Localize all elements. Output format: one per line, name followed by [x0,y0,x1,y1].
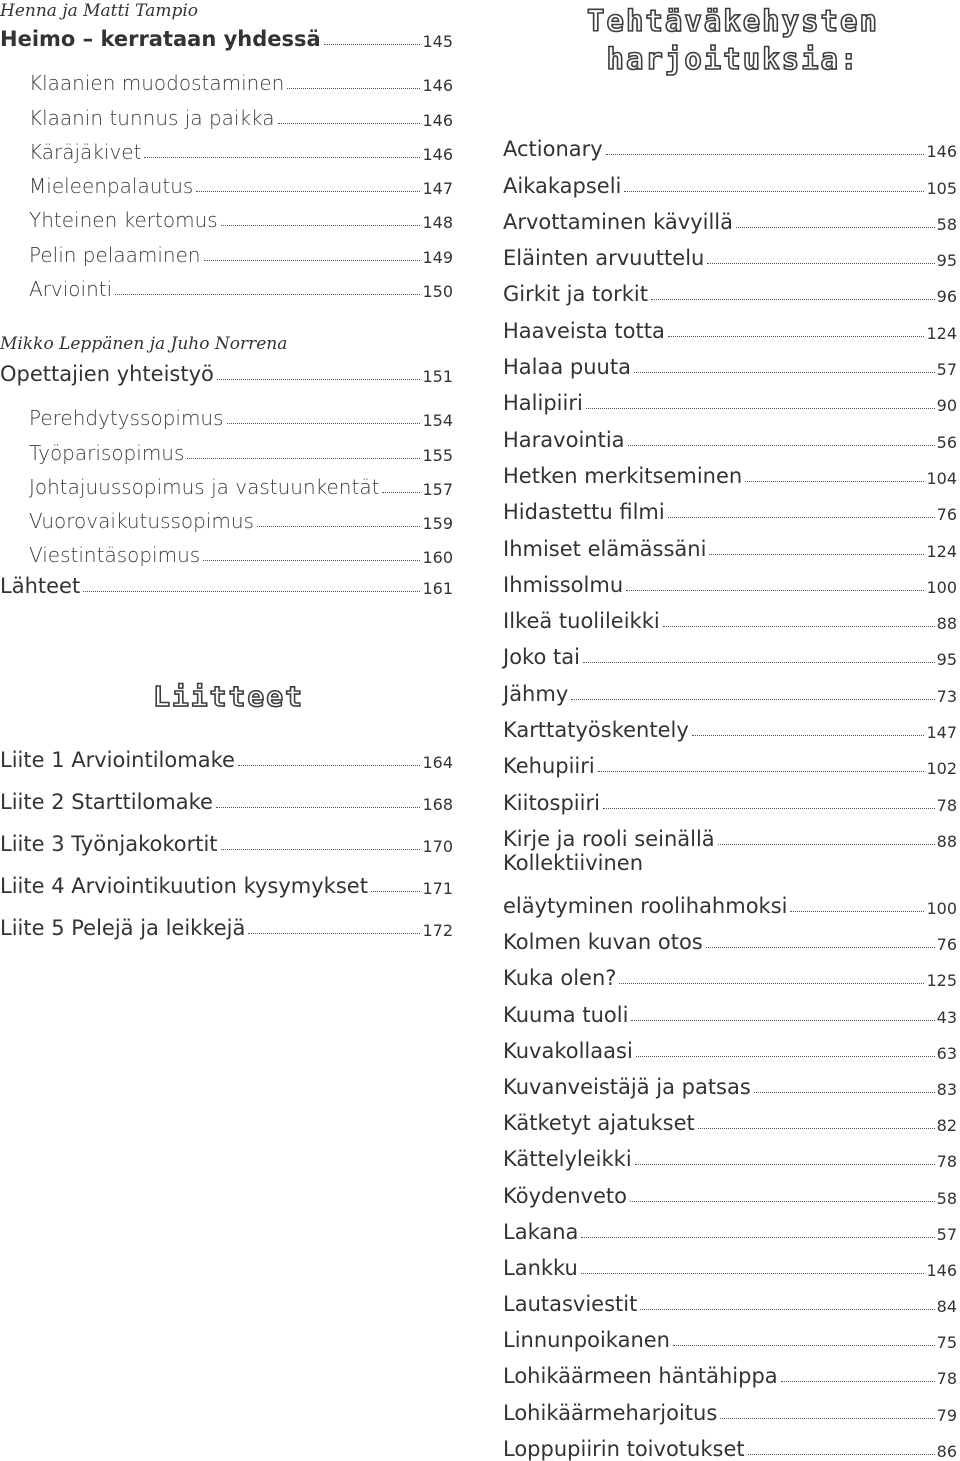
exercise-label: Lakana [503,1219,579,1244]
leader-dots [781,1381,935,1382]
toc-entry[interactable] [0,267,453,301]
exercise-label: Halipiiri [503,391,583,416]
exercise-label: Jähmy [503,681,569,706]
toc-entry-label: Pelin pelaaminen [29,242,201,267]
toc-entry-label: Viestintäsopimus [29,543,201,568]
exercises-list-1 [503,125,957,851]
toc-entry-label: Opettajien yhteistyö [0,362,214,386]
author-line: Henna ja Matti Tampio [0,1,199,21]
exercise-entry[interactable] [503,1208,957,1244]
toc-entry-label: Yhteinen kertomus [29,208,218,233]
leader-dots [581,1237,934,1238]
leader-dots [748,1454,935,1455]
leader-dots [718,844,935,845]
exercise-page-number: 43 [936,1007,957,1027]
leader-dots [196,191,420,192]
toc-page-number: 151 [422,367,453,386]
leader-dots [586,408,935,409]
exercise-page-number: 100 [926,577,957,597]
exercise-page-number: 147 [926,723,957,743]
exercise-page-number: 58 [936,214,957,234]
toc-entry[interactable] [0,164,453,198]
leader-dots [581,1273,925,1274]
exercise-label: Aikakapseli [503,173,622,198]
toc-entry-opettajien-yhteistyo[interactable] [0,362,453,386]
exercise-page-number: 96 [936,287,957,307]
toc-entry[interactable] [0,396,453,430]
exercise-entry[interactable] [503,778,957,814]
exercise-page-number: 95 [936,251,957,271]
leader-dots [754,1092,935,1093]
leader-dots [673,1345,935,1346]
exercise-label: Kehupiiri [503,754,595,779]
exercise-label: Ilkeä tuolileikki [503,609,660,634]
exercise-entry[interactable] [503,597,957,633]
toc-entry-liite[interactable] [0,898,453,940]
exercise-page-number: 88 [936,831,957,851]
leader-dots [709,554,924,555]
leader-dots [287,88,420,89]
exercise-label: Loppupiirin toivotukset [503,1436,745,1461]
exercise-entry[interactable] [503,1244,957,1280]
exercise-label: Eläinten arvuuttelu [503,246,705,271]
exercise-label: Kolmen kuvan otos [503,930,703,955]
exercises-heading [503,2,960,78]
exercise-label: Ihmiset elämässäni [503,536,707,561]
leader-dots [216,807,421,808]
exercise-label: Kättelyleikki [503,1147,632,1172]
toc-page-number: 146 [422,76,453,96]
exercise-label: Hidastettu filmi [503,500,665,525]
exercise-label: Linnunpoikanen [503,1328,670,1353]
toc-entry-label: Perehdytyssopimus [29,406,224,431]
toc-page-number: 161 [422,579,453,598]
leader-dots [248,933,420,934]
exercise-entry[interactable] [503,815,957,851]
exercise-label: Kätketyt ajatukset [503,1111,695,1136]
toc-entry-lahteet[interactable] [0,574,453,598]
leader-dots [606,154,925,155]
leader-dots [634,372,935,373]
exercise-page-number: 57 [936,1224,957,1244]
leader-dots [83,591,420,592]
toc-entry-label: Liite 4 Arviointikuution kysymykset [0,874,368,898]
exercise-entry[interactable] [503,1171,957,1207]
leader-dots [221,849,421,850]
leader-dots [628,445,935,446]
exercise-entry[interactable] [503,125,957,161]
leader-dots [187,458,420,459]
toc-page-number: 170 [422,837,453,856]
toc-page-number: 147 [422,179,453,199]
exercise-page-number: 79 [936,1405,957,1425]
exercise-label: Haravointia [503,427,625,452]
toc-page-number: 160 [422,548,453,568]
exercise-entry[interactable] [503,1425,957,1461]
exercise-page-number: 104 [926,468,957,488]
leader-dots [238,765,421,766]
exercise-label: Kiitospiiri [503,790,600,815]
exercise-page-number: 63 [936,1043,957,1063]
toc-entry-liite[interactable] [0,730,453,772]
exercise-label: Haaveista totta [503,318,665,343]
exercise-entry[interactable] [503,1280,957,1316]
toc-page-number: 145 [422,32,453,51]
exercise-page-number: 100 [926,899,957,918]
exercise-entry[interactable] [503,561,957,597]
toc-entry-liite[interactable] [0,856,453,898]
leader-dots [257,526,420,527]
leader-dots [692,735,925,736]
toc-entry-label: Klaanin tunnus ja paikka [29,105,275,130]
leader-dots [619,983,924,984]
leader-dots [204,260,421,261]
exercise-entry-kollektiivinen[interactable] [503,851,957,918]
exercise-label: Joko tai [503,645,580,670]
toc-entry[interactable] [0,232,453,266]
exercise-entry[interactable] [503,379,957,415]
exercise-label: Kirje ja rooli seinällä [503,826,715,851]
leader-dots [598,771,925,772]
toc-entry-liite[interactable] [0,814,453,856]
leader-dots [640,1309,934,1310]
leader-dots [736,227,935,228]
leader-dots [571,699,934,700]
toc-page-number: 168 [422,795,453,814]
exercise-entry[interactable] [503,742,957,778]
leader-dots [624,191,924,192]
toc-page-number: 157 [422,479,453,499]
toc-entry[interactable] [0,533,453,567]
toc-page-number: 171 [422,879,453,898]
exercise-entry[interactable] [503,161,957,197]
exercise-label: Kuvakollaasi [503,1038,633,1063]
exercise-label: Actionary [503,137,603,162]
exercise-label: Lankku [503,1255,578,1280]
leader-dots [635,1164,935,1165]
leader-dots [371,891,421,892]
exercise-page-number: 57 [936,360,957,380]
toc-entry-heimo[interactable] [0,27,453,51]
exercise-label: eläytyminen roolihahmoksi [503,894,788,918]
toc-page-number: 148 [422,213,453,233]
exercise-label: Lohikäärmeharjoitus [503,1400,718,1425]
toc-page-number: 159 [422,514,453,534]
exercise-label: Kuka olen? [503,966,617,991]
leader-dots [324,44,421,45]
toc-entry-label: Liite 1 Arviointilomake [0,748,235,772]
exercise-entry[interactable] [503,343,957,379]
exercises-list-2 [503,918,957,1461]
leader-dots [663,626,935,627]
liitteet-heading: Liitteet [153,680,304,713]
exercise-entry[interactable] [503,1316,957,1352]
leader-dots [745,481,924,482]
leader-dots [227,423,421,424]
exercise-page-number: 73 [936,686,957,706]
exercises-heading-line2: harjoituksia: [606,42,860,76]
toc-page-number: 150 [422,282,453,302]
exercise-label: Ihmissolmu [503,572,624,597]
toc-entry-label: Johtajuussopimus ja vastuunkentät [29,474,380,499]
leader-dots [636,1056,935,1057]
exercise-entry[interactable] [503,954,957,990]
exercise-entry[interactable] [503,633,957,669]
toc-entry-label: Klaanien muodostaminen [29,71,285,96]
toc-page-number: 146 [422,110,453,130]
exercise-page-number: 78 [936,1369,957,1389]
exercise-entry[interactable] [503,452,957,488]
exercise-page-number: 82 [936,1116,957,1136]
exercise-entry[interactable] [503,488,957,524]
toc-page-number: 146 [422,144,453,164]
exercise-entry[interactable] [503,1027,957,1063]
toc-entry-label: Työparisopimus [29,440,185,465]
exercise-page-number: 124 [926,541,957,561]
toc-entry-label: Lähteet [0,574,81,598]
toc-page-number: 154 [422,411,453,431]
leader-dots [720,1418,934,1419]
toc-page-number: 172 [422,921,453,940]
exercise-label: Karttatyöskentely [503,718,689,743]
toc-entry-label: Liite 3 Työnjakokortit [0,832,218,856]
toc-entry-label: Liite 2 Starttilomake [0,790,213,814]
leader-dots [221,225,421,226]
exercise-entry[interactable] [503,918,957,954]
exercise-page-number: 76 [936,505,957,525]
leader-dots [631,1020,934,1021]
leader-dots [217,379,421,380]
toc-entry[interactable] [0,130,453,164]
toc-entry-label: Käräjäkivet [29,139,142,164]
exercise-entry[interactable] [503,415,957,451]
exercise-entry[interactable] [503,669,957,705]
exercise-entry[interactable] [503,234,957,270]
leader-dots [603,808,935,809]
exercise-page-number: 83 [936,1079,957,1099]
exercise-page-number: 78 [936,1152,957,1172]
exercise-label: Lautasviestit [503,1292,638,1317]
exercise-label: Halaa puuta [503,355,631,380]
exercise-page-number: 56 [936,432,957,452]
exercise-page-number: 95 [936,650,957,670]
exercise-label: Girkit ja torkit [503,282,648,307]
exercise-page-number: 125 [926,971,957,991]
section2-list [0,396,453,567]
toc-page-number: 155 [422,445,453,465]
leader-dots [144,157,420,158]
exercise-page-number: 146 [926,1260,957,1280]
exercise-page-number: 88 [936,614,957,634]
toc-entry[interactable] [0,430,453,464]
exercise-page-number: 76 [936,935,957,955]
exercise-label-line1: Kollektiivinen [503,851,644,875]
exercise-entry[interactable] [503,306,957,342]
author-line: Mikko Leppänen ja Juho Norrena [0,334,288,354]
exercise-page-number: 78 [936,795,957,815]
exercise-page-number: 90 [936,396,957,416]
exercise-label: Hetken merkitseminen [503,463,743,488]
toc-entry[interactable] [0,61,453,95]
exercise-entry-line2 [503,882,957,918]
leader-dots [707,263,934,264]
leader-dots [706,947,935,948]
toc-entry-label: Mieleenpalautus [29,174,194,199]
leader-dots [278,123,421,124]
exercise-entry[interactable] [503,270,957,306]
leader-dots [630,1201,935,1202]
toc-entry-label: Heimo – kerrataan yhdessä [0,27,321,51]
exercise-label: Kuuma tuoli [503,1002,629,1027]
exercise-page-number: 102 [926,759,957,779]
leader-dots [203,560,420,561]
toc-entry[interactable] [0,95,453,129]
leader-dots [790,911,924,912]
toc-entry-label: Liite 5 Pelejä ja leikkejä [0,916,246,940]
liitteet-list [0,730,453,940]
exercise-page-number: 105 [926,178,957,198]
leader-dots [626,590,924,591]
exercise-entry[interactable] [503,1063,957,1099]
toc-entry[interactable] [0,499,453,533]
exercise-page-number: 124 [926,323,957,343]
exercise-label: Lohikäärmeen häntähippa [503,1364,778,1389]
leader-dots [382,492,420,493]
toc-page-number: 164 [422,753,453,772]
exercise-entry[interactable] [503,524,957,560]
exercise-entry[interactable] [503,198,957,234]
toc-entry[interactable] [0,465,453,499]
toc-entry[interactable] [0,198,453,232]
exercise-entry[interactable] [503,1135,957,1171]
toc-entry-liite[interactable] [0,772,453,814]
exercise-page-number: 146 [926,142,957,162]
leader-dots [115,294,420,295]
exercise-page-number: 58 [936,1188,957,1208]
leader-dots [698,1128,935,1129]
exercise-page-number: 75 [936,1333,957,1353]
leader-dots [668,517,935,518]
exercise-entry[interactable] [503,990,957,1026]
exercise-label: Kuvanveistäjä ja patsas [503,1074,751,1099]
exercise-page-number: 86 [936,1441,957,1461]
toc-page-number: 149 [422,247,453,267]
exercise-entry[interactable] [503,1099,957,1135]
leader-dots [651,299,935,300]
exercises-heading-line1: Tehtäväkehysten [587,4,879,38]
toc-entry-label: Vuorovaikutussopimus [29,509,254,534]
leader-dots [668,336,925,337]
exercise-label: Arvottaminen kävyillä [503,209,734,234]
exercise-entry[interactable] [503,1352,957,1388]
section1-list [0,61,453,301]
exercise-entry[interactable] [503,706,957,742]
exercise-label: Köydenveto [503,1183,627,1208]
exercise-page-number: 84 [936,1297,957,1317]
toc-entry-label: Arviointi [29,277,113,302]
exercise-entry[interactable] [503,1388,957,1424]
leader-dots [583,662,935,663]
